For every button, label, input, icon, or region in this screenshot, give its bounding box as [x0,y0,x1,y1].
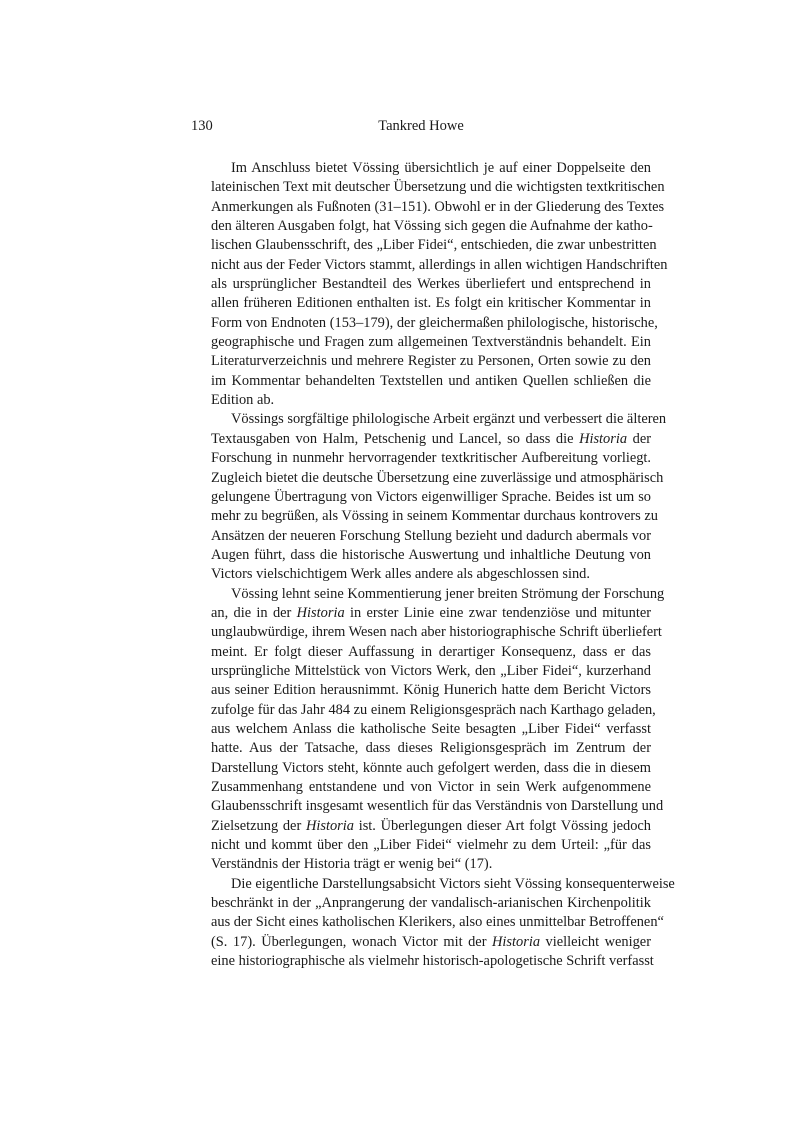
text-line [191,817,651,836]
body-text [191,159,675,971]
text-segment: Vössings sorgfältige philologische Arbeit ergänzt und verbessert die älteren [231,411,667,428]
text-segment: vielleicht weniger [540,933,651,950]
text-line [191,894,651,913]
text-line [191,855,651,874]
text-segment: lateinischen Text mit deutscher Übersetzung und die wichtigsten textkritischen [211,179,665,196]
paragraph [191,585,665,875]
text-segment: ursprüngliche Mittelstück von Victors Werk, den „Liber Fidei“, kurzerhand [211,662,651,679]
text-segment: meint. Er folgt dieser Auffassung in derartiger Konsequenz, dass er das [211,643,651,660]
paragraph [191,875,675,972]
text-segment: nicht und kommt über den „Liber Fidei“ vielmehr zu dem Urteil: „für das [211,837,651,854]
text-line [191,178,665,197]
page-number: 130 [191,118,213,134]
text-segment: nicht aus der Feder Victors stammt, allerdings in allen wichtigen Handschriften [211,256,668,273]
text-segment: eine historiographische als vielmehr historisch-apologetische Schrift verfasst [211,953,654,970]
text-segment: an, die in der [211,604,297,621]
text-line [191,314,658,333]
text-line [191,585,665,604]
text-segment: aus der Sicht eines katholischen Klerikers, also eines unmittelbar Betroffenen“ [211,914,664,931]
text-line [191,352,651,371]
text-segment: Ansätzen der neueren Forschung Stellung bezieht und dadurch abermals vor [211,527,651,544]
text-segment: Anmerkungen als Fußnoten (31–151). Obwohl er in der Gliederung des Textes [211,198,665,215]
text-line [191,913,664,932]
text-line [191,527,651,546]
text-line [191,759,651,778]
text-line [191,256,668,275]
text-line [191,739,651,758]
text-segment: geographische und Fragen zum allgemeinen Textverständnis behandelt. Ein [211,334,651,351]
text-line [191,623,662,642]
text-segment: Victors vielschichtigem Werk alles andere als abgeschlossen sind. [211,566,590,583]
text-line [191,875,675,894]
text-segment: Im Anschluss bietet Vössing übersichtlich je auf einer Doppelseite den [231,160,651,176]
italic-title: Historia [296,604,345,621]
text-segment: (S. 17). Überlegungen, wonach Victor mit der [211,933,493,950]
text-segment: aus seiner Edition herausnimmt. König Hunerich hatte dem Bericht Victors [211,682,651,699]
text-line [191,198,665,217]
text-segment: Edition ab. [211,392,275,409]
text-segment: Forschung in nunmehr hervorragender textkritischer Aufbereitung vorliegt. [211,450,651,467]
text-segment: Darstellung Victors steht, könnte auch gefolgert werden, dass die in diesem [211,759,651,776]
text-segment: Glaubensschrift insgesamt wesentlich für das Verständnis von Darstellung und [211,798,664,815]
text-line [191,159,651,178]
paragraph [191,159,668,410]
text-segment: beschränkt in der „Anprangerung der vandalisch-arianischen Kirchenpolitik [211,895,651,912]
text-segment: zufolge für das Jahr 484 zu einem Religionsgespräch nach Karthago geladen, [211,701,656,718]
text-segment: unglaubwürdige, ihrem Wesen nach aber historiographische Schrift überliefert [211,624,662,641]
text-segment: Textausgaben von Halm, Petschenig und Lancel, so dass die [211,430,580,447]
italic-title: Historia [579,430,628,447]
text-segment: Zugleich bietet die deutsche Übersetzung eine zuverlässige und atmosphärisch [211,469,664,486]
text-line [191,701,656,720]
text-segment: hatte. Aus der Tatsache, dass dieses Religionsgespräch im Zentrum der [211,740,651,757]
text-segment: Literaturverzeichnis und mehrere Register zu Personen, Orten sowie zu den [211,353,651,370]
text-line [191,410,667,429]
running-head [191,118,651,138]
italic-title: Historia [305,817,354,834]
text-line [191,546,651,565]
text-segment: Zusammenhang entstandene und von Victor in sein Werk aufgenommene [211,779,651,795]
text-line [191,391,651,410]
text-segment: als ursprünglicher Bestandteil des Werkes überliefert und entsprechend in [211,276,651,293]
text-segment: ist. Überlegungen dieser Art folgt Vössing jedoch [353,817,652,834]
text-line [191,720,651,739]
text-segment: lischen Glaubensschrift, des „Liber Fidei“, entschieden, die zwar unbestritten [211,237,657,254]
text-line [191,507,658,526]
paragraph [191,410,667,584]
text-segment: aus welchem Anlass die katholische Seite besagten „Liber Fidei“ verfasst [211,720,651,737]
text-line [191,778,651,797]
text-line [191,449,651,468]
text-line [191,643,651,662]
text-segment: im Kommentar behandelten Textstellen und antiken Quellen schließen die [211,372,651,389]
text-segment: Zielsetzung der [211,817,306,834]
text-line [191,217,651,236]
text-line [191,836,651,855]
text-segment: allen früheren Editionen enthalten ist. Es folgt ein kritischer Kommentar in [211,295,651,312]
text-line [191,604,651,623]
text-line [191,662,651,681]
text-segment: Verständnis der Historia trägt er wenig bei“ (17). [211,856,493,873]
text-line [191,372,651,391]
text-segment: in erster Linie eine zwar tendenziöse und mitunter [344,604,651,621]
text-segment: Form von Endnoten (153–179), der gleichermaßen philologische, historische, [211,314,658,331]
text-line [191,797,664,816]
text-segment: Vössing lehnt seine Kommentierung jener breiten Strömung der Forschung [231,585,665,602]
text-segment: Augen führt, dass die historische Auswertung und inhaltliche Deutung von [211,546,651,563]
text-segment: den älteren Ausgaben folgt, hat Vössing sich gegen die Aufnahme der katho- [211,218,653,235]
text-line [191,430,651,449]
text-line [191,933,651,952]
text-line [191,333,651,352]
running-title: Tankred Howe [378,118,464,134]
text-line [191,488,651,507]
text-line [191,294,651,313]
italic-title: Historia [492,933,541,950]
text-segment: mehr zu begrüßen, als Vössing in seinem Kommentar durchaus kontrovers zu [211,508,658,525]
text-line [191,565,651,584]
text-line [191,681,651,700]
text-line [191,469,664,488]
text-line [191,236,657,255]
text-line [191,952,654,971]
text-segment: Die eigentliche Darstellungsabsicht Victors sieht Vössing konsequenterweise [231,875,675,892]
text-line [191,275,651,294]
text-segment: gelungene Übertragung von Victors eigenwilliger Sprache. Beides ist um so [211,488,651,505]
text-segment: der [627,430,651,447]
